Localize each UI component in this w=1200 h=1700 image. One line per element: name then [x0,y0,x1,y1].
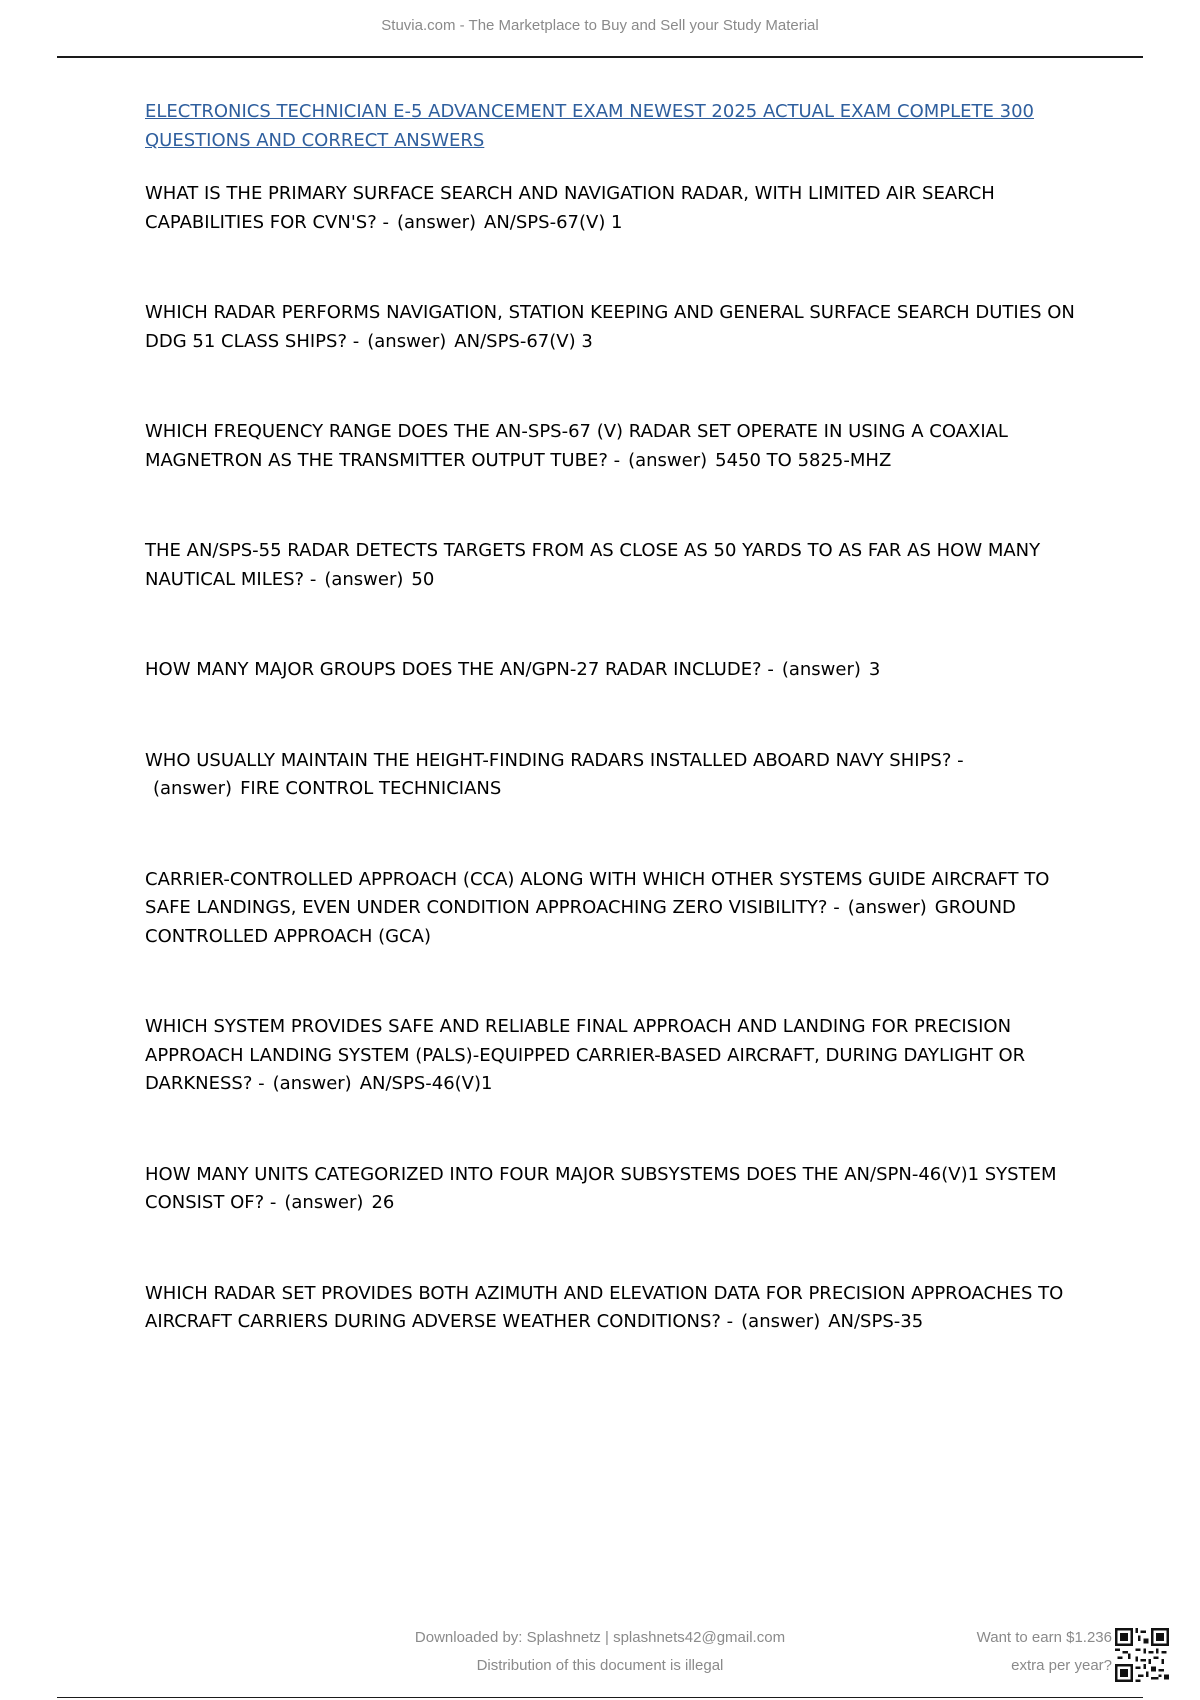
answer-tag: (answer) [628,449,708,471]
qa-item [145,1280,1085,1337]
qa-item [145,180,1085,237]
document-body [145,98,1085,1399]
answer-tag: (answer) [741,1311,821,1332]
downloaded-by-text: Downloaded by: Splashnetz | splashnets42@gmail.com [414,1629,786,1646]
question-text: WHICH RADAR PERFORMS NAVIGATION, STATION KEEPING AND GENERAL SURFACE SEARCH DUTIES ON DDG 51 CLASS SHIPS? - [145,302,1075,352]
distribution-notice: Distribution of this document is illegal [476,1657,724,1674]
answer-text: 3 [868,659,881,680]
qa-item [145,866,1085,952]
qa-item [145,537,1085,594]
qa-item [145,747,1085,804]
answer-text: AN/SPS-35 [828,1311,924,1332]
promo-line-1: Want to earn $1.236 [976,1629,1112,1646]
header-divider [57,56,1143,58]
qa-item [145,299,1085,356]
footer-divider [57,1697,1143,1698]
question-text: THE AN/SPS-55 RADAR DETECTS TARGETS FROM AS CLOSE AS 50 YARDS TO AS FAR AS HOW MANY NAUTICAL MILES? - [145,540,1041,590]
qa-item [145,1161,1085,1218]
answer-text: AN/SPS-46(V)1 [359,1073,493,1094]
answer-text: 26 [371,1192,395,1213]
answer-tag: (answer) [847,897,927,918]
qa-item [145,656,1085,685]
answer-text: GROUND CONTROLLED APPROACH (GCA) [145,897,1016,947]
question-text: WHICH RADAR SET PROVIDES BOTH AZIMUTH AND ELEVATION DATA FOR PRECISION APPROACHES TO AIRCRAFT CARRIERS DURING ADVERSE WEATHER CONDITIONS? - [145,1282,1064,1332]
promo-line-2: extra per year? [1011,1657,1112,1674]
question-text: WHICH FREQUENCY RANGE DOES THE AN-SPS-67 (V) RADAR SET OPERATE IN USING A COAXIAL MAGNETRON AS THE TRANSMITTER OUTPUT TUBE? - [145,421,1008,471]
question-text: HOW MANY MAJOR GROUPS DOES THE AN/GPN-27 RADAR INCLUDE? - [145,659,774,680]
answer-text: 5450 TO 5825-MHZ [715,449,892,471]
footer-promo[interactable] [920,1624,1112,1680]
answer-tag: (answer) [781,659,861,680]
qr-code-icon[interactable] [1115,1628,1169,1682]
answer-tag: (answer) [367,330,447,352]
qa-item [145,418,1085,475]
question-text: CARRIER-CONTROLLED APPROACH (CCA) ALONG WITH WHICH OTHER SYSTEMS GUIDE AIRCRAFT TO SAFE LANDINGS, EVEN UNDER CONDITION APPROACHING ZERO VISIBILITY? - [145,868,1050,918]
answer-tag: (answer) [396,211,477,233]
answer-text: AN/SPS-67(V) 1 [484,211,623,233]
question-text: HOW MANY UNITS CATEGORIZED INTO FOUR MAJOR SUBSYSTEMS DOES THE AN/SPN-46(V)1 SYSTEM CONSIST OF? - [145,1163,1057,1213]
page-header-text: Stuvia.com - The Marketplace to Buy and Sell your Study Material [381,17,819,34]
answer-text: AN/SPS-67(V) 3 [454,330,593,352]
question-text: WHAT IS THE PRIMARY SURFACE SEARCH AND NAVIGATION RADAR, WITH LIMITED AIR SEARCH CAPABILITIES FOR CVN'S? - [145,183,995,233]
document-title-link[interactable]: ELECTRONICS TECHNICIAN E-5 ADVANCEMENT EXAM NEWEST 2025 ACTUAL EXAM COMPLETE 300 QUESTIONS AND CORRECT ANSWERS [145,101,1034,151]
answer-tag: (answer) [284,1192,364,1213]
page-footer [0,1624,1200,1684]
qa-item [145,1013,1085,1099]
answer-tag: (answer) [153,778,233,799]
question-text: WHICH SYSTEM PROVIDES SAFE AND RELIABLE FINAL APPROACH AND LANDING FOR PRECISION APPROACH LANDING SYSTEM (PALS)-EQUIPPED CARRIER-BASED AIRCRAFT, DURING DAYLIGHT OR DARKNESS? - [145,1016,1026,1094]
answer-text: FIRE CONTROL TECHNICIANS [240,778,502,799]
footer-download-info [380,1624,820,1680]
answer-tag: (answer) [324,568,404,590]
question-text: WHO USUALLY MAINTAIN THE HEIGHT-FINDING RADARS INSTALLED ABOARD NAVY SHIPS? - [145,749,964,771]
answer-tag: (answer) [272,1073,352,1094]
answer-text: 50 [411,568,435,590]
